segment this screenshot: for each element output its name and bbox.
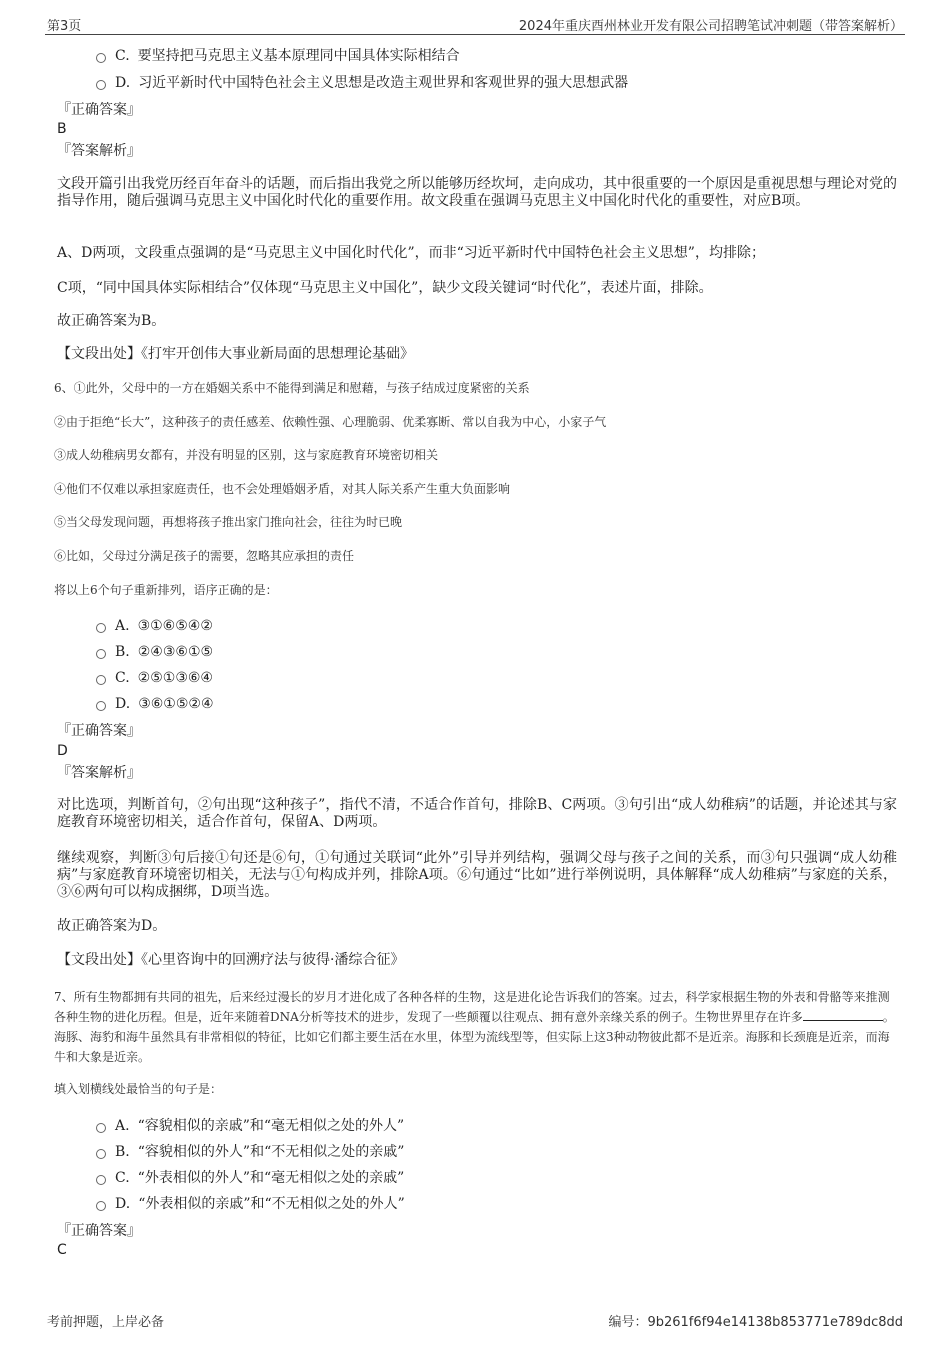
radio-icon[interactable] xyxy=(96,53,106,63)
option-b[interactable]: B. ②④③⑥①⑤ xyxy=(96,643,213,661)
radio-icon[interactable] xyxy=(96,1123,106,1133)
option-a[interactable]: A. ③①⑥⑤④② xyxy=(96,617,213,635)
option-c[interactable]: C. 要坚持把马克思主义基本原理同中国具体实际相结合 xyxy=(96,47,460,65)
radio-icon[interactable] xyxy=(96,1149,106,1159)
analysis-paragraph: 文段开篇引出我党历经百年奋斗的话题，而后指出我党之所以能够历经坎坷，走向成功，其中很重要的一个原因是重视思想与理论对党的指导作用，随后强调马克思主义中国化时代化的重要作用。故文段重在强调马克思主义中国化时代化的重要性，对应B项。 xyxy=(57,176,897,209)
option-a[interactable]: A. “容貌相似的亲戚”和“毫无相似之处的外人” xyxy=(96,1117,404,1135)
document-title: 2024年重庆酉州林业开发有限公司招聘笔试冲刺题（带答案解析） xyxy=(518,19,903,34)
radio-icon[interactable] xyxy=(96,1201,106,1211)
option-d[interactable]: D. ③⑥①⑤②④ xyxy=(96,695,214,713)
analysis-paragraph: 故正确答案为B。 xyxy=(57,313,166,329)
analysis-label: 『答案解析』 xyxy=(57,765,141,781)
question-prompt: 将以上6个句子重新排列，语序正确的是： xyxy=(54,583,278,597)
fill-blank xyxy=(803,1008,883,1021)
question-stem: 7、所有生物都拥有共同的祖先，后来经过漫长的岁月才进化成了各种各样的生物，这是进化论告诉我们的答案。过去，科学家根据生物的外表和骨骼等来推测各种生物的进化历程。但是，近年来随着DNA分析等技术的进步，发现了一些颠覆以往观点、拥有意外亲缘关系的例子。生物世界里存在许多 。海豚、海豹和海牛虽然具有非常相似的特征，比如它们都主要生活在水里，体型为流线型等，但实际上这3种动物彼此都不是近亲。海豚和长颈鹿是近亲，而海牛和大象是近亲。 xyxy=(54,990,895,1064)
question-sentence: ③成人幼稚病男女都有，并没有明显的区别，这与家庭教育环境密切相关 xyxy=(54,448,439,462)
option-b[interactable]: B. “容貌相似的外人”和“不无相似之处的亲戚” xyxy=(96,1143,404,1161)
question-prompt: 填入划横线处最恰当的句子是： xyxy=(54,1082,223,1096)
question-sentence: ⑥比如，父母过分满足孩子的需要，忽略其应承担的责任 xyxy=(54,549,355,563)
option-d[interactable]: D. 习近平新时代中国特色社会主义思想是改造主观世界和客观世界的强大思想武器 xyxy=(96,74,628,92)
option-d[interactable]: D. “外表相似的亲戚”和“不无相似之处的外人” xyxy=(96,1195,405,1213)
answer-label: 『正确答案』 xyxy=(57,723,141,739)
question-sentence: ④他们不仅难以承担家庭责任，也不会处理婚姻矛盾，对其人际关系产生重大负面影响 xyxy=(54,482,511,496)
question-sentence: 6、①此外，父母中的一方在婚姻关系中不能得到满足和慰藉，与孩子结成过度紧密的关系 xyxy=(54,381,530,395)
document-code: 编号：9b261f6f94e14138b853771e789dc8dd xyxy=(608,1315,903,1330)
source-citation: 【文段出处】《心里咨询中的回溯疗法与彼得·潘综合征》 xyxy=(57,952,405,968)
answer-label: 『正确答案』 xyxy=(57,102,141,118)
answer-value: B xyxy=(57,121,67,137)
radio-icon[interactable] xyxy=(96,675,106,685)
question-sentence: ⑤当父母发现问题，再想将孩子推出家门推向社会，往往为时已晚 xyxy=(54,515,403,529)
question-sentence: ②由于拒绝“长大”，这种孩子的责任感差、依赖性强、心理脆弱、优柔寡断、常以自我为中心，小家子气 xyxy=(54,415,607,429)
radio-icon[interactable] xyxy=(96,701,106,711)
answer-value: D xyxy=(57,743,68,759)
option-c[interactable]: C. ②⑤①③⑥④ xyxy=(96,669,213,687)
radio-icon[interactable] xyxy=(96,80,106,90)
answer-value: C xyxy=(57,1242,67,1258)
radio-icon[interactable] xyxy=(96,649,106,659)
source-citation: 【文段出处】《打牢开创伟大事业新局面的思想理论基础》 xyxy=(57,346,414,362)
radio-icon[interactable] xyxy=(96,1175,106,1185)
analysis-paragraph: 对比选项，判断首句，②句出现“这种孩子”，指代不清，不适合作首句，排除B、C两项。③句引出“成人幼稚病”的话题，并论述其与家庭教育环境密切相关，适合作首句，保留A、D两项。 xyxy=(57,797,897,830)
analysis-paragraph: 故正确答案为D。 xyxy=(57,918,167,934)
page-header xyxy=(45,14,905,35)
page-number: 第3页 xyxy=(47,19,82,34)
analysis-paragraph: C项，“同中国具体实际相结合”仅体现“马克思主义中国化”，缺少文段关键词“时代化”，表述片面，排除。 xyxy=(57,280,713,296)
analysis-paragraph: A、D两项，文段重点强调的是“马克思主义中国化时代化”，而非“习近平新时代中国特色社会主义思想”，均排除； xyxy=(57,245,765,261)
answer-label: 『正确答案』 xyxy=(57,1223,141,1239)
radio-icon[interactable] xyxy=(96,623,106,633)
footer-slogan: 考前押题，上岸必备 xyxy=(47,1315,165,1330)
analysis-paragraph: 继续观察，判断③句后接①句还是⑥句，①句通过关联词“此外”引导并列结构，强调父母与孩子之间的关系，而③句只强调“成人幼稚病”与家庭教育环境密切相关，无法与①句构成并列，排除A项。⑥句通过“比如”进行举例说明，具体解释“成人幼稚病”与家庭的关系，③⑥两句可以构成捆绑，D项当选。 xyxy=(57,850,897,900)
analysis-label: 『答案解析』 xyxy=(57,143,141,159)
option-c[interactable]: C. “外表相似的外人”和“毫无相似之处的亲戚” xyxy=(96,1169,404,1187)
